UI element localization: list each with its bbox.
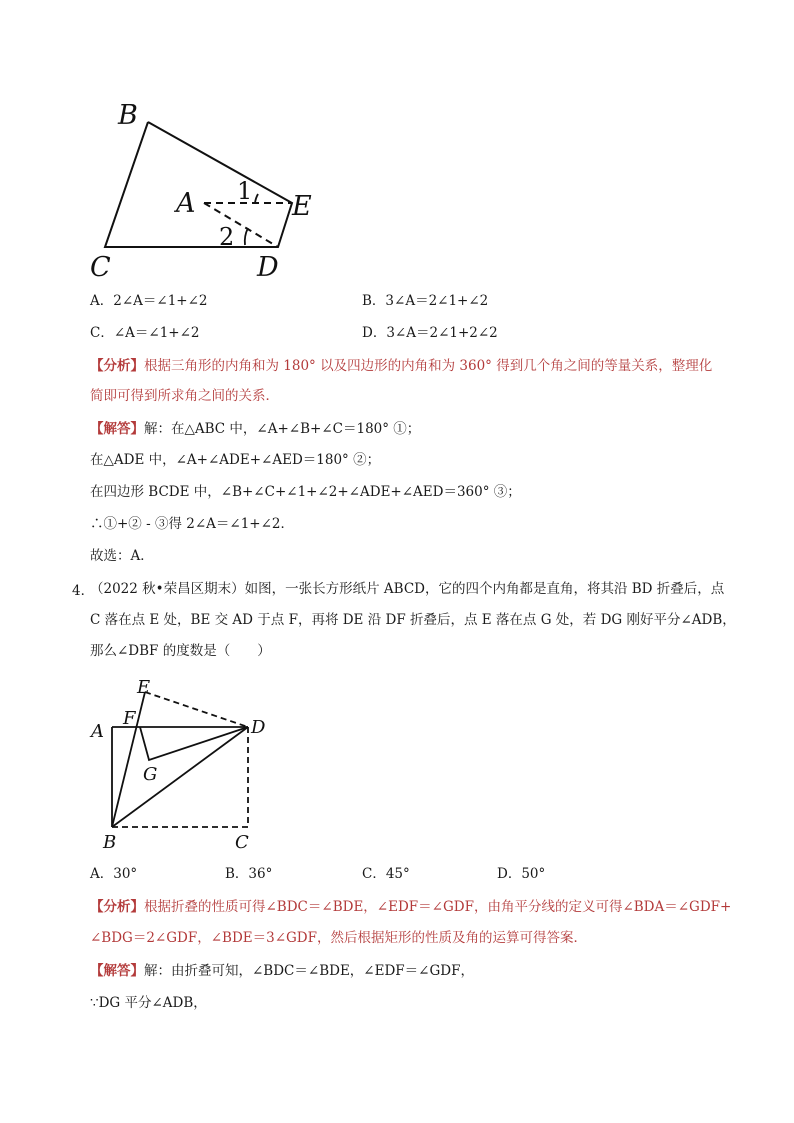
label-D: D: [251, 717, 266, 738]
q3-answer-line4: ∴①+② - ③得 2∠A＝∠1+∠2．: [90, 516, 295, 532]
option-b: B．3∠A＝2∠1+∠2: [362, 293, 489, 309]
q4-option-c: C．45°: [362, 866, 410, 882]
q4-answer-line2: ∵DG 平分∠ADB，: [90, 995, 207, 1011]
label-angle-1: 1: [237, 177, 253, 205]
q3-analysis-line2: 简即可得到所求角之间的关系．: [90, 388, 279, 404]
fold-FGD: [140, 727, 248, 760]
label-A: A: [176, 188, 196, 219]
option-c: C．∠A＝∠1+∠2: [90, 325, 200, 341]
angle-2-arc: [245, 228, 248, 245]
q4-stem-line1: （2022 秋•荣昌区期末）如图，一张长方形纸片 ABCD，它的四个内角都是直角，将其沿 BD 折叠后，点: [90, 581, 725, 597]
label-C: C: [90, 252, 111, 283]
q4-number: 4．: [72, 583, 95, 599]
label-A: A: [91, 721, 104, 742]
q3-analysis-line1: 【分析】根据三角形的内角和为 180° 以及四边形的内角和为 360° 得到几个角之间的等量关系，整理化: [90, 358, 713, 374]
rectangle-fold-figure-q4: [85, 672, 275, 852]
q4-answer-line1: 【解答】解：由折叠可知，∠BDC＝∠BDE，∠EDF＝∠GDF，: [90, 963, 474, 979]
q4-stem-line2: C 落在点 E 处，BE 交 AD 于点 F，再将 DE 沿 DF 折叠后，点 E 落在点 G 处，若 DG 刚好平分∠ADB，: [90, 612, 736, 628]
q3-answer-line2: 在△ADE 中，∠A+∠ADE+∠AED＝180° ②；: [90, 452, 381, 468]
dashed-AD: [204, 203, 278, 247]
option-a: A．2∠A＝∠1+∠2: [90, 293, 208, 309]
quad-outline: [105, 122, 292, 247]
q4-option-a: A．30°: [90, 866, 138, 882]
q4-stem-line3: 那么∠DBF 的度数是（ ）: [90, 643, 271, 659]
quadrilateral-figure-q3: [80, 95, 340, 285]
answer-tag: 【解答】: [90, 963, 144, 979]
q4-analysis-line2: ∠BDG＝2∠GDF，∠BDE＝3∠GDF，然后根据矩形的性质及角的运算可得答案．: [90, 930, 588, 946]
q3-answer-line3: 在四边形 BCDE 中，∠B+∠C+∠1+∠2+∠ADE+∠AED＝360° ③；: [90, 484, 521, 500]
label-D: D: [257, 252, 279, 283]
q4-option-d: D．50°: [497, 866, 546, 882]
label-E: E: [292, 191, 312, 222]
answer-tag: 【解答】: [90, 421, 144, 437]
option-d: D．3∠A＝2∠1+2∠2: [362, 325, 498, 341]
analysis-tag: 【分析】: [90, 899, 144, 915]
label-E: E: [137, 677, 151, 698]
label-F: F: [123, 708, 136, 729]
label-B: B: [103, 832, 117, 852]
label-angle-2: 2: [219, 223, 235, 251]
analysis-tag: 【分析】: [90, 358, 144, 374]
label-G: G: [143, 764, 158, 785]
q4-option-b: B．36°: [225, 866, 273, 882]
q3-answer-line5: 故选：A．: [90, 548, 154, 564]
label-C: C: [235, 832, 249, 852]
label-B: B: [118, 100, 138, 131]
angle-1-arc: [255, 194, 258, 203]
dashed-ED: [145, 692, 248, 727]
q4-analysis-line1: 【分析】根据折叠的性质可得∠BDC＝∠BDE，∠EDF＝∠GDF，由角平分线的定义可得∠BDA＝∠GDF+: [90, 899, 732, 915]
q3-answer-line1: 【解答】解：在△ABC 中，∠A+∠B+∠C＝180° ①；: [90, 421, 421, 437]
